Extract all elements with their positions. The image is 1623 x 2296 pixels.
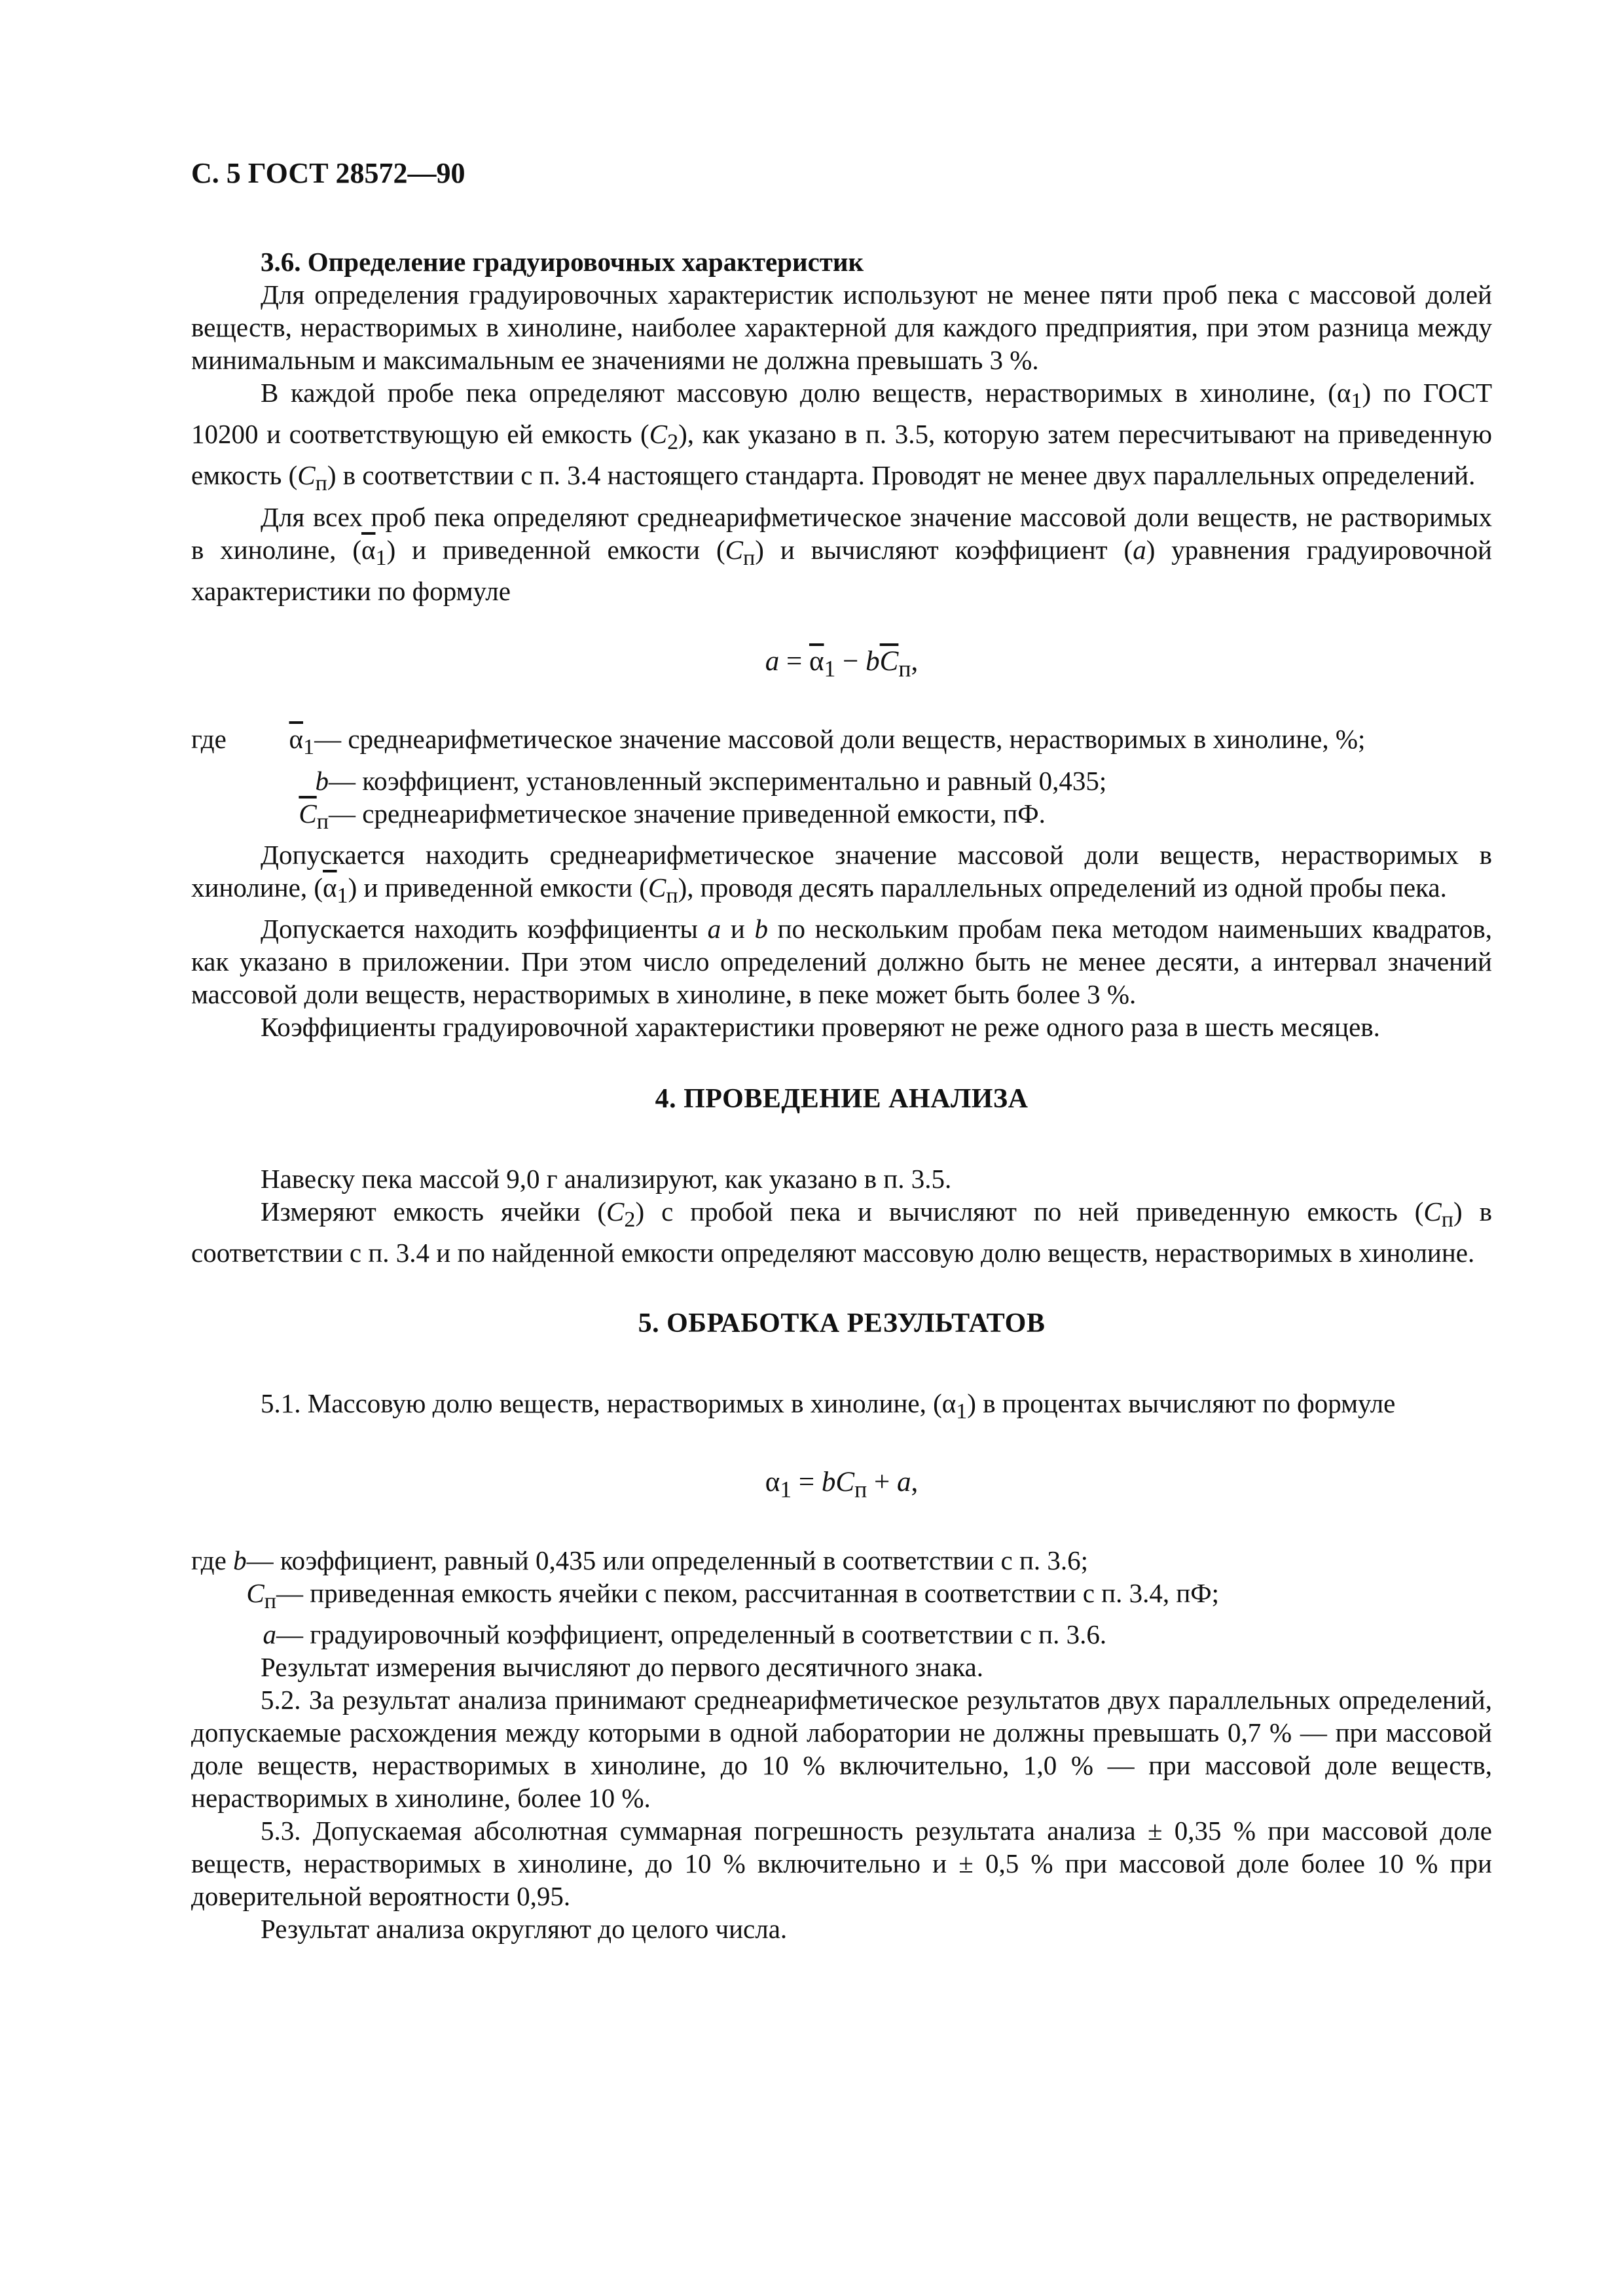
paragraph-3-6-1: Для определения градуировочных характеристик используют не менее пяти проб пека с массовой долей веществ, нерастворимых в хинолине, наиболее характерной для каждого предприятия, при этом разница между минимальным и максимальным ее значениями не должна превышать 3 %. xyxy=(191,279,1492,375)
paragraph-5-3: 5.3. Допускаемая абсолютная суммарная погрешность результата анализа ± 0,35 % при массовой доле веществ, нерастворимых в хинолине, до 10 % включительно и ± 0,5 % при массовой доле более 10 % при доверительной вероятности 0,95. xyxy=(191,1816,1492,1912)
paragraph-5-3-rounding: Результат анализа округляют до целого числа. xyxy=(261,1914,788,1945)
where-item-cp-mean: $\overline{C}_п$ — среднеарифметическое значение приведенной емкости, пФ. xyxy=(299,798,1046,834)
formula-coefficient-a: $a = \overline{\alpha}_1 - b\overline{C}_п$, xyxy=(765,645,919,682)
paragraph-4-1: Навеску пека массой 9,0 г анализируют, как указано в п. 3.5. xyxy=(261,1163,952,1194)
document-page xyxy=(191,157,1492,1945)
where-item-cp-5: $C_п$ — приведенная емкость ячейки с пеком, рассчитанная в соответствии с п. 3.4, пФ; xyxy=(246,1577,1220,1614)
where-item-alpha-mean: где $\overline{\alpha}_1$ — среднеарифметическое значение массовой доли веществ, нерастворимых в хинолине, %; xyxy=(191,724,1366,760)
section-5-title: 5. ОБРАБОТКА РЕЗУЛЬТАТОВ xyxy=(638,1308,1046,1339)
where-item-b: b — коэффициент, установленный экспериментально и равный 0,435; xyxy=(315,765,1107,796)
paragraph-3-6-6: Коэффициенты градуировочной характеристики проверяют не реже одного раза в шесть месяцев. xyxy=(261,1011,1380,1042)
running-head: С. 5 ГОСТ 28572—90 xyxy=(191,157,465,189)
where-item-a-5: a — градуировочный коэффициент, определенный в соответствии с п. 3.6. xyxy=(263,1619,1107,1650)
paragraph-3-6-5: Допускается находить коэффициенты a и b по нескольким пробам пека методом наименьших квадратов, как указано в приложении. При этом число определений должно быть не менее десяти, а интервал значений массовой доли веществ, нерастворимых в хинолине, в пеке может быть более 3 %. xyxy=(191,913,1492,1009)
paragraph-4-2: Измеряют емкость ячейки $(C_2)$ с пробой пека и вычисляют по ней приведенную емкость $(C_п)$ в соответствии с п. 3.4 и по найденной емкости определяют массовую долю веществ, нерастворимых в хинолине. xyxy=(191,1196,1492,1268)
formula-alpha: $\alpha_1 = bC_п + a$, xyxy=(765,1467,919,1503)
where-item-b-5: где b — коэффициент, равный 0,435 или определенный в соответствии с п. 3.6; xyxy=(191,1545,1089,1575)
section-3-6-heading: 3.6. Определение градуировочных характеристик xyxy=(261,247,864,277)
section-4-title: 4. ПРОВЕДЕНИЕ АНАЛИЗА xyxy=(655,1083,1029,1114)
paragraph-3-6-2: В каждой пробе пека определяют массовую долю веществ, нерастворимых в хинолине, $(\alpha_1)$ по ГОСТ 10200 и соответствующую ей емкость $(C_2)$, как указано в п. 3.5, которую затем пересчитывают на приведенную емкость $(C_п)$ в соответствии с п. 3.4 настоящего стандарта. Проводят не менее двух параллельных определений. xyxy=(191,378,1493,496)
paragraph-5-2: 5.2. За результат анализа принимают среднеарифметическое результатов двух параллельных определений, допускаемые расхождения между которыми в одной лаборатории не должны превышать 0,7 % — при массовой доле веществ, нерастворимых в хинолине, до 10 % включительно, 1,0 % — при массовой доле веществ, нерастворимых в хинолине, более 10 %. xyxy=(191,1685,1492,1814)
paragraph-5-1: 5.1. Массовую долю веществ, нерастворимых в хинолине, $(\alpha_1)$ в процентах вычисляют по формуле xyxy=(261,1388,1396,1424)
paragraph-3-6-4: Допускается находить среднеарифметическое значение массовой доли веществ, нерастворимых в хинолине, $(\overline{\alpha}_1)$ и приведенной емкости $(C_п)$, проводя десять параллельных определений из одной пробы пека. xyxy=(191,839,1492,908)
paragraph-5-1-result: Результат измерения вычисляют до первого десятичного знака. xyxy=(261,1652,983,1683)
paragraph-3-6-3: Для всех проб пека определяют среднеарифметическое значение массовой доли веществ, не растворимых в хинолине, $(\overline{\alpha}_1)$ и приведенной емкости $(C_п)$ и вычисляют коэффициент (a) уравнения градуировочной характеристики по формуле xyxy=(191,501,1492,606)
